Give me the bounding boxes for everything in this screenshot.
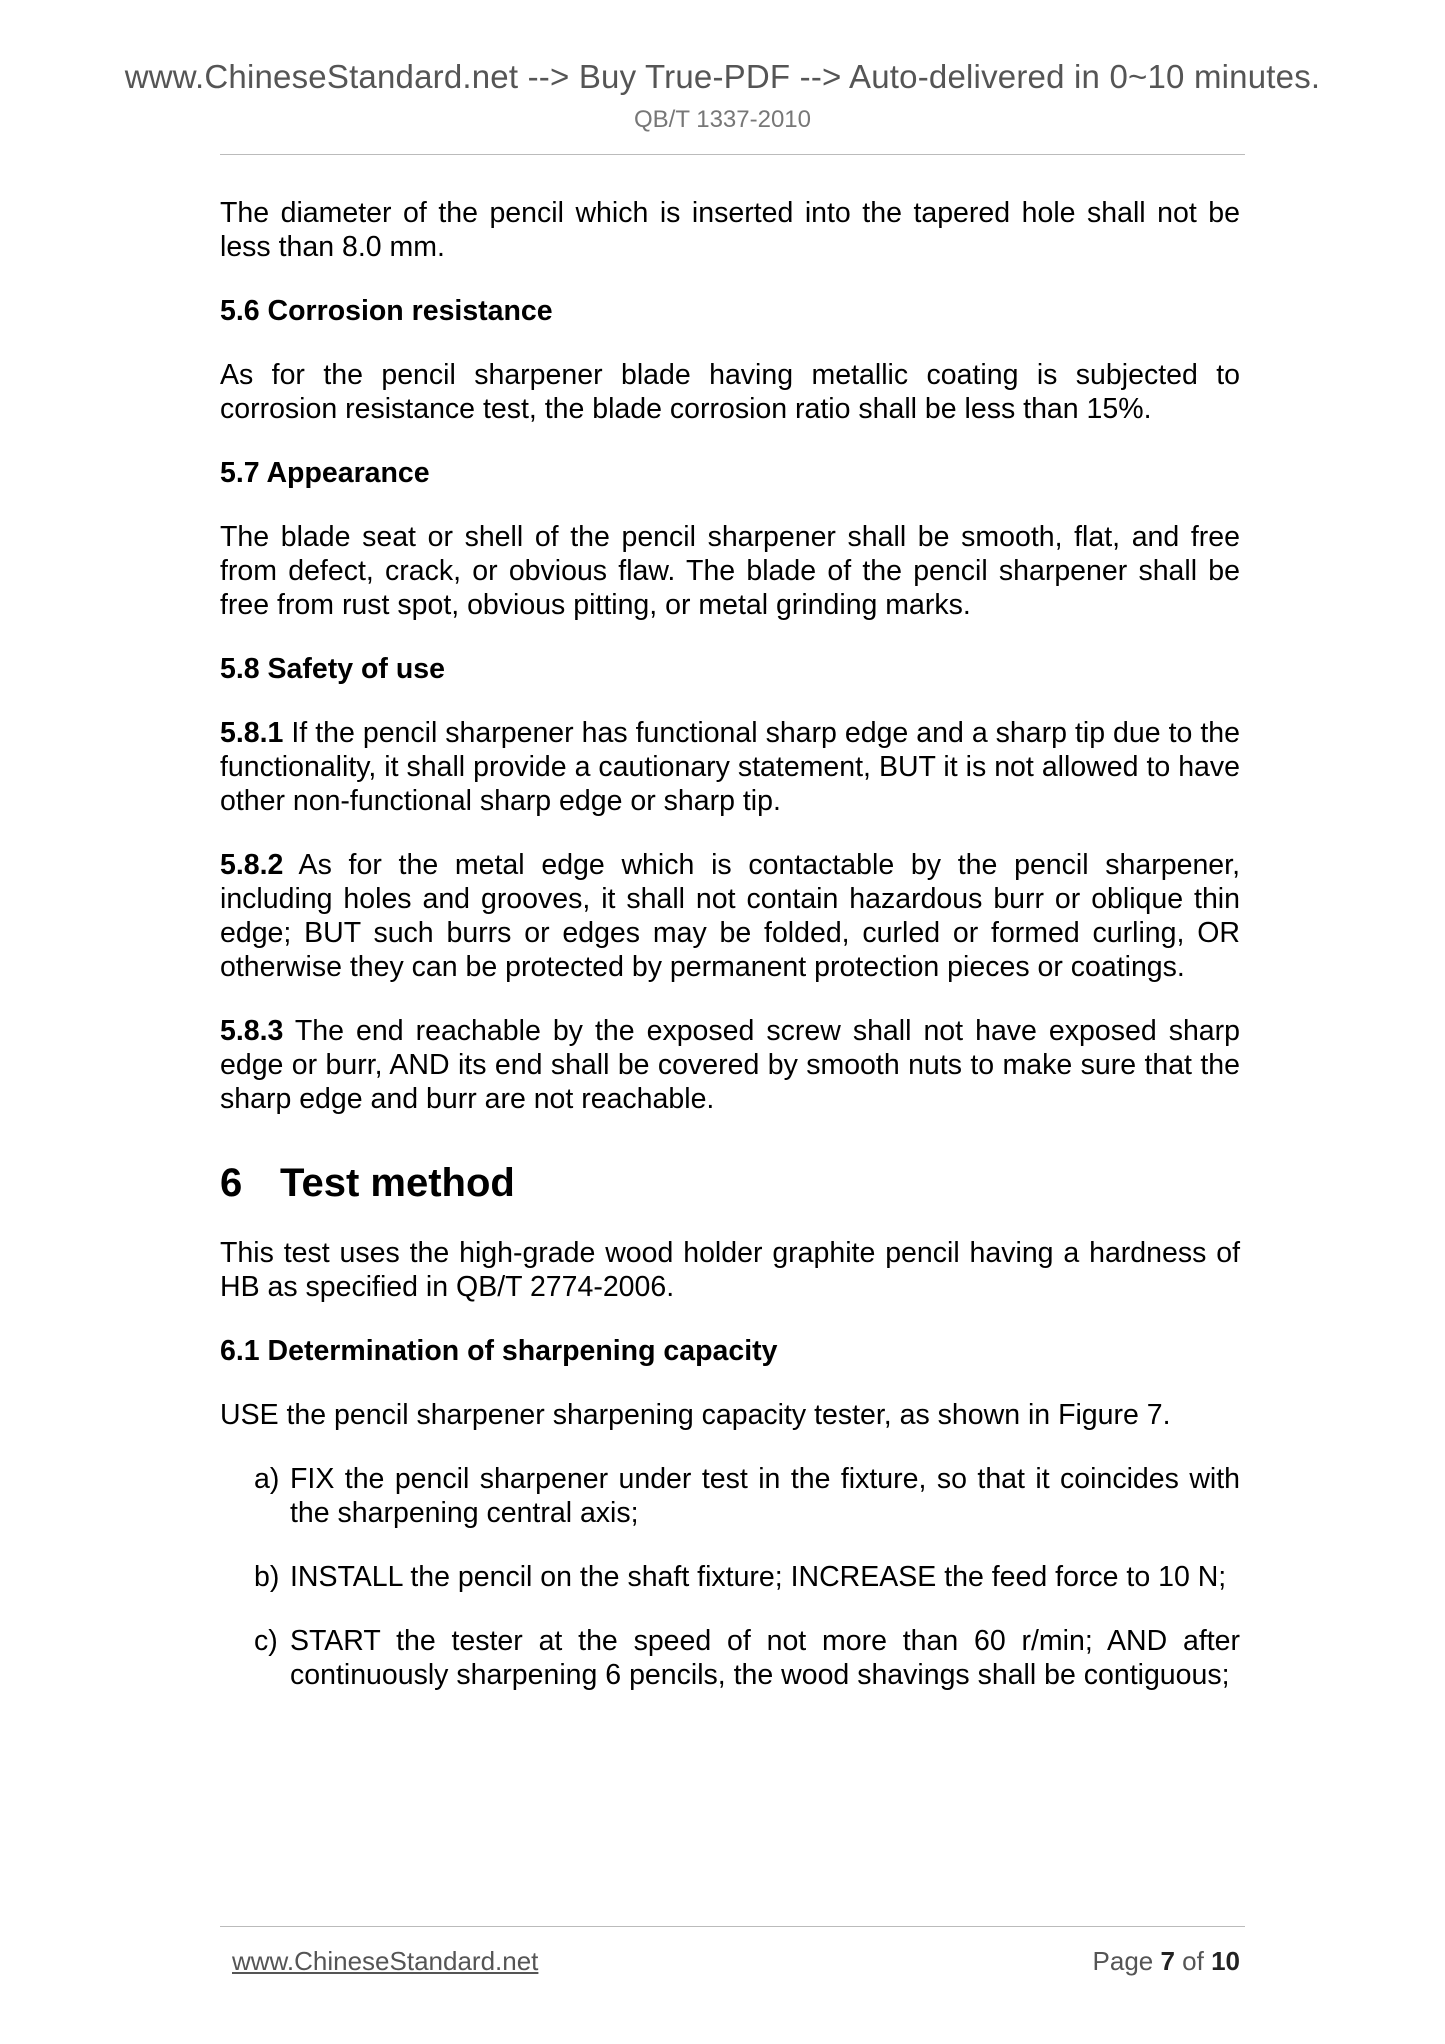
section-6-text: This test uses the high-grade wood holder graphite pencil having a hardness of HB as specified in QB/T 2774-2006. bbox=[220, 1237, 1240, 1303]
standard-code: QB/T 1337-2010 bbox=[633, 106, 811, 133]
list-item bbox=[220, 1560, 1240, 1594]
page-current: 7 bbox=[1160, 1946, 1175, 1976]
list-item-text: FIX the pencil sharpener under test in the fixture, so that it coincides with the sharpening central axis; bbox=[290, 1463, 1240, 1529]
list-item-text: INSTALL the pencil on the shaft fixture; INCREASE the feed force to 10 N; bbox=[290, 1561, 1227, 1593]
clause-5-8-2-number: 5.8.2 bbox=[220, 849, 284, 881]
clause-5-8-3 bbox=[220, 1014, 1240, 1116]
page-of: of bbox=[1174, 1946, 1212, 1976]
clause-5-8-1-text: If the pencil sharpener has functional sharp edge and a sharp tip due to the functionality, it shall provide a cautionary statement, BUT it is not allowed to have other non-functional sharp edge or sharp tip. bbox=[220, 717, 1240, 817]
section-6-heading bbox=[220, 1160, 1240, 1206]
list-marker: b) bbox=[254, 1561, 280, 1593]
list-item bbox=[220, 1624, 1240, 1692]
clause-5-8-2 bbox=[220, 848, 1240, 984]
section-6-1-heading: 6.1 Determination of sharpening capacity bbox=[220, 1335, 778, 1367]
page-total: 10 bbox=[1211, 1946, 1240, 1976]
clause-5-8-2-text: As for the metal edge which is contactable by the pencil sharpener, including holes and grooves, it shall not contain hazardous burr or oblique thin edge; BUT such burrs or edges may be folded, curled or formed curling, OR otherwise they can be protected by permanent protection pieces or coatings. bbox=[220, 849, 1240, 983]
clause-5-8-1 bbox=[220, 716, 1240, 818]
header-banner: www.ChineseStandard.net --> Buy True-PDF --> Auto-delivered in 0~10 minutes. bbox=[124, 58, 1321, 95]
section-5-6-heading: 5.6 Corrosion resistance bbox=[220, 295, 553, 327]
section-5-6-text: As for the pencil sharpener blade having metallic coating is subjected to corrosion resistance test, the blade corrosion ratio shall be less than 15%. bbox=[220, 359, 1240, 425]
section-6-number: 6 bbox=[220, 1161, 243, 1205]
section-6-1-text: USE the pencil sharpener sharpening capacity tester, as shown in Figure 7. bbox=[220, 1399, 1171, 1431]
page-number bbox=[1093, 1946, 1240, 1977]
section-5-7-text: The blade seat or shell of the pencil sharpener shall be smooth, flat, and free from defect, crack, or obvious flaw. The blade of the pencil sharpener shall be free from rust spot, obvious pitting, or metal grinding marks. bbox=[220, 521, 1240, 621]
list-item bbox=[220, 1462, 1240, 1530]
list-marker: a) bbox=[254, 1463, 280, 1495]
clause-5-8-1-number: 5.8.1 bbox=[220, 717, 284, 749]
list-item-text: START the tester at the speed of not more than 60 r/min; AND after continuously sharpening 6 pencils, the wood shavings shall be contiguous; bbox=[290, 1625, 1240, 1691]
list-marker: c) bbox=[254, 1625, 278, 1657]
paragraph-diameter: The diameter of the pencil which is inserted into the tapered hole shall not be less than 8.0 mm. bbox=[220, 197, 1240, 263]
section-5-7-heading: 5.7 Appearance bbox=[220, 457, 430, 489]
header-divider bbox=[220, 154, 1245, 155]
page-body bbox=[220, 196, 1240, 1722]
procedure-list bbox=[220, 1462, 1240, 1692]
footer-site-link[interactable]: www.ChineseStandard.net bbox=[232, 1946, 539, 1976]
section-6-title: Test method bbox=[280, 1161, 515, 1205]
clause-5-8-3-number: 5.8.3 bbox=[220, 1015, 284, 1047]
clause-5-8-3-text: The end reachable by the exposed screw shall not have exposed sharp edge or burr, AND its end shall be covered by smooth nuts to make sure that the sharp edge and burr are not reachable. bbox=[220, 1015, 1240, 1115]
footer-divider bbox=[220, 1926, 1245, 1927]
section-5-8-heading: 5.8 Safety of use bbox=[220, 653, 445, 685]
page-prefix: Page bbox=[1092, 1946, 1161, 1976]
